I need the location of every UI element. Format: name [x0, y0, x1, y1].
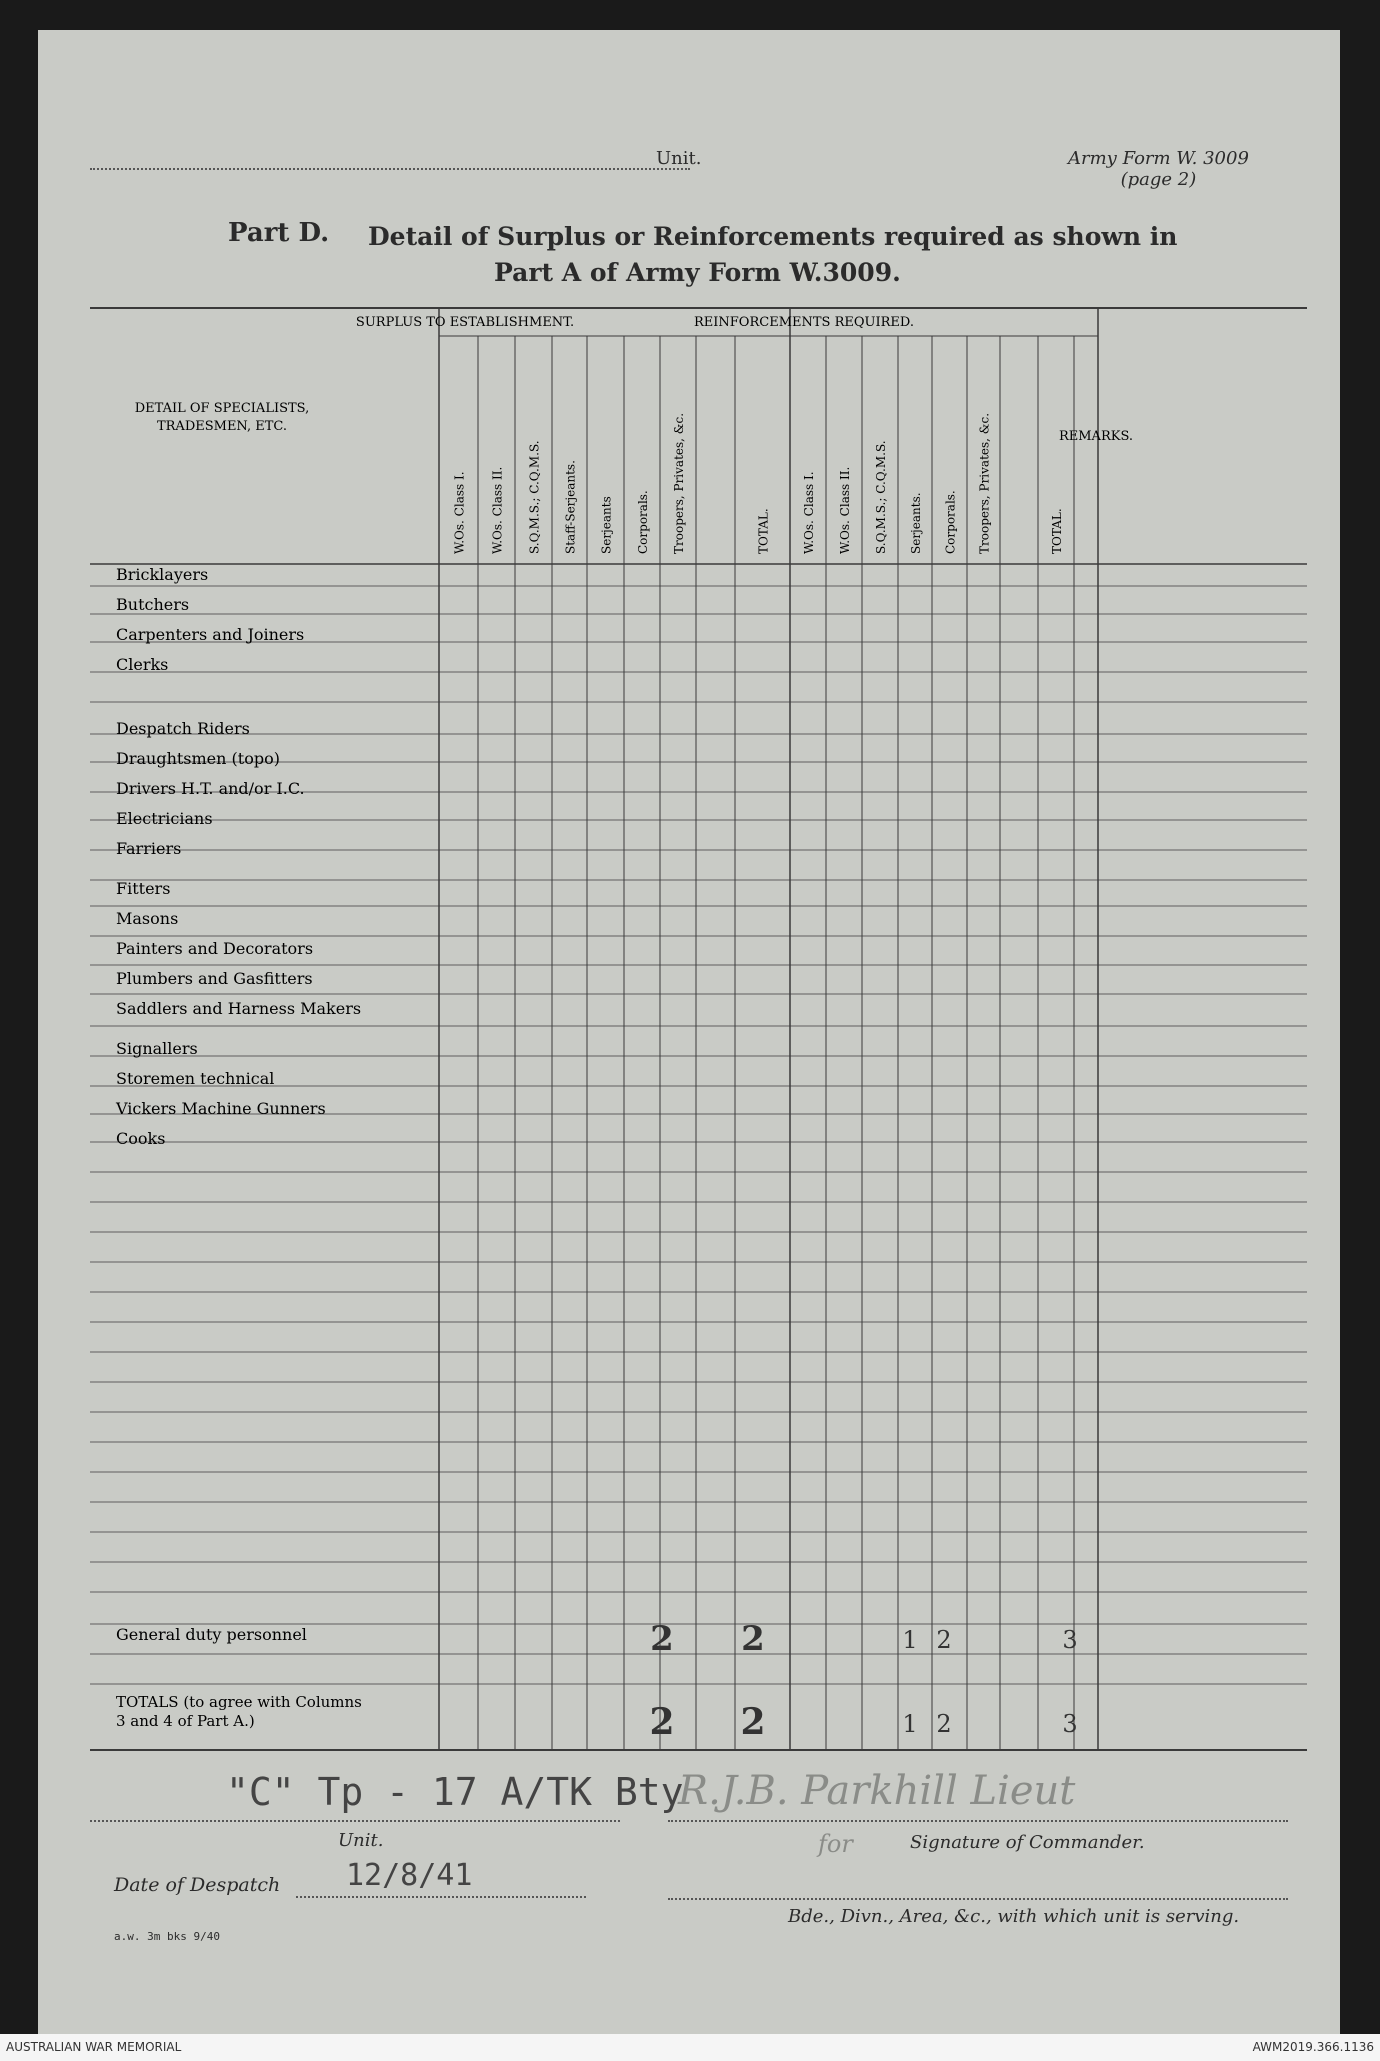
- bde-dotline: [668, 1898, 1288, 1900]
- row-label: Electricians: [116, 809, 213, 828]
- reinf-col-head: Serjeants.: [909, 492, 923, 554]
- row-label: Masons: [116, 909, 179, 928]
- totals-reinf-serjeants: 1: [902, 1710, 918, 1738]
- general-duty-label: General duty personnel: [116, 1625, 307, 1644]
- signature-label: Signature of Commander.: [910, 1832, 1145, 1853]
- row-label: Fitters: [116, 879, 171, 898]
- detail-header-line1: DETAIL OF SPECIALISTS,: [134, 401, 310, 416]
- gd-surplus-total: 2: [741, 1619, 765, 1659]
- detail-header-line2: TRADESMEN, ETC.: [156, 419, 288, 434]
- surplus-col-head: Serjeants: [599, 496, 614, 554]
- page-title-line2: Part A of Army Form W.3009.: [494, 258, 901, 287]
- form-ref-line2: (page 2): [1120, 169, 1197, 190]
- totals-reinf-total: 3: [1062, 1710, 1078, 1738]
- form-ref-line1: Army Form W. 3009: [1068, 148, 1249, 169]
- gd-reinf-total: 3: [1062, 1626, 1078, 1654]
- unit-label: Unit.: [656, 148, 702, 169]
- row-label: Vickers Machine Gunners: [116, 1099, 326, 1118]
- archive-right: AWM2019.366.1136: [1252, 2040, 1374, 2054]
- gd-reinf-serjeants: 1: [902, 1626, 918, 1654]
- surplus-header: SURPLUS TO ESTABLISHMENT.: [355, 315, 575, 330]
- row-label: Drivers H.T. and/or I.C.: [116, 779, 305, 798]
- gd-reinf-corporals: 2: [936, 1626, 952, 1654]
- signature-dotline: [668, 1820, 1288, 1822]
- surplus-col-head: W.Os. Class I.: [452, 471, 467, 554]
- surplus-col-head: Staff-Serjeants.: [563, 460, 578, 554]
- signature-for: for: [818, 1830, 853, 1858]
- part-label: Part D.: [228, 218, 330, 248]
- archive-footer: [0, 2034, 1380, 2061]
- row-label: Farriers: [116, 839, 182, 858]
- row-label: Butchers: [116, 595, 190, 614]
- row-label: Clerks: [116, 655, 169, 674]
- reinf-col-head: Troopers, Privates, &c.: [977, 412, 992, 554]
- row-label: Storemen technical: [116, 1069, 275, 1088]
- row-label: Draughtsmen (topo): [116, 749, 280, 768]
- surplus-col-head: Troopers, Privates, &c.: [672, 412, 686, 554]
- surplus-col-head: S.Q.M.S.; C.Q.M.S.: [527, 440, 542, 554]
- bde-label: Bde., Divn., Area, &c., with which unit is serving.: [788, 1906, 1240, 1927]
- signature-handwritten: R.J.B. Parkhill Lieut: [678, 1768, 1076, 1814]
- reinf-col-head: W.Os. Class I.: [802, 471, 816, 554]
- date-dotline: [296, 1896, 586, 1898]
- reinf-header: REINFORCEMENTS REQUIRED.: [694, 315, 914, 330]
- reinf-col-head: TOTAL.: [1050, 508, 1064, 554]
- unit-handwritten: "C" Tp - 17 A/TK Bty: [226, 1770, 684, 1814]
- row-label: Cooks: [116, 1129, 166, 1148]
- print-code: a.w. 3m bks 9/40: [114, 1930, 220, 1943]
- archive-left: AUSTRALIAN WAR MEMORIAL: [6, 2040, 182, 2054]
- reinf-col-head: W.Os. Class II.: [838, 466, 852, 554]
- totals-label-line1: TOTALS (to agree with Columns: [116, 1693, 362, 1711]
- row-label: Plumbers and Gasfitters: [116, 969, 313, 988]
- row-label: Despatch Riders: [116, 719, 250, 738]
- gd-surplus-troopers: 2: [650, 1619, 674, 1659]
- reinf-col-head: Corporals.: [943, 490, 958, 554]
- reinf-col-head: S.Q.M.S.; C.Q.M.S.: [874, 440, 888, 554]
- remarks-header: REMARKS.: [1058, 429, 1134, 444]
- page-title-line1: Detail of Surplus or Reinforcements required as shown in: [368, 222, 1178, 251]
- surplus-col-head: TOTAL.: [756, 508, 771, 554]
- surplus-col-head: Corporals.: [636, 490, 650, 554]
- row-label: Bricklayers: [116, 565, 209, 584]
- totals-label-line2: 3 and 4 of Part A.): [116, 1712, 255, 1730]
- row-label: Painters and Decorators: [116, 939, 314, 958]
- date-label: Date of Despatch: [114, 1874, 281, 1896]
- row-label: Carpenters and Joiners: [116, 625, 305, 644]
- unit-footer-label: Unit.: [338, 1830, 384, 1851]
- row-label: Signallers: [116, 1039, 198, 1058]
- detail-table: [38, 30, 1340, 1830]
- totals-reinf-corporals: 2: [936, 1710, 952, 1738]
- form-paper: [38, 30, 1340, 2034]
- totals-surplus-troopers: 2: [649, 1701, 675, 1743]
- row-label: Saddlers and Harness Makers: [116, 999, 362, 1018]
- totals-surplus-total: 2: [740, 1701, 766, 1743]
- surplus-col-head: W.Os. Class II.: [490, 466, 505, 554]
- unit-footer-dotline: [90, 1820, 620, 1822]
- date-handwritten: 12/8/41: [346, 1858, 473, 1893]
